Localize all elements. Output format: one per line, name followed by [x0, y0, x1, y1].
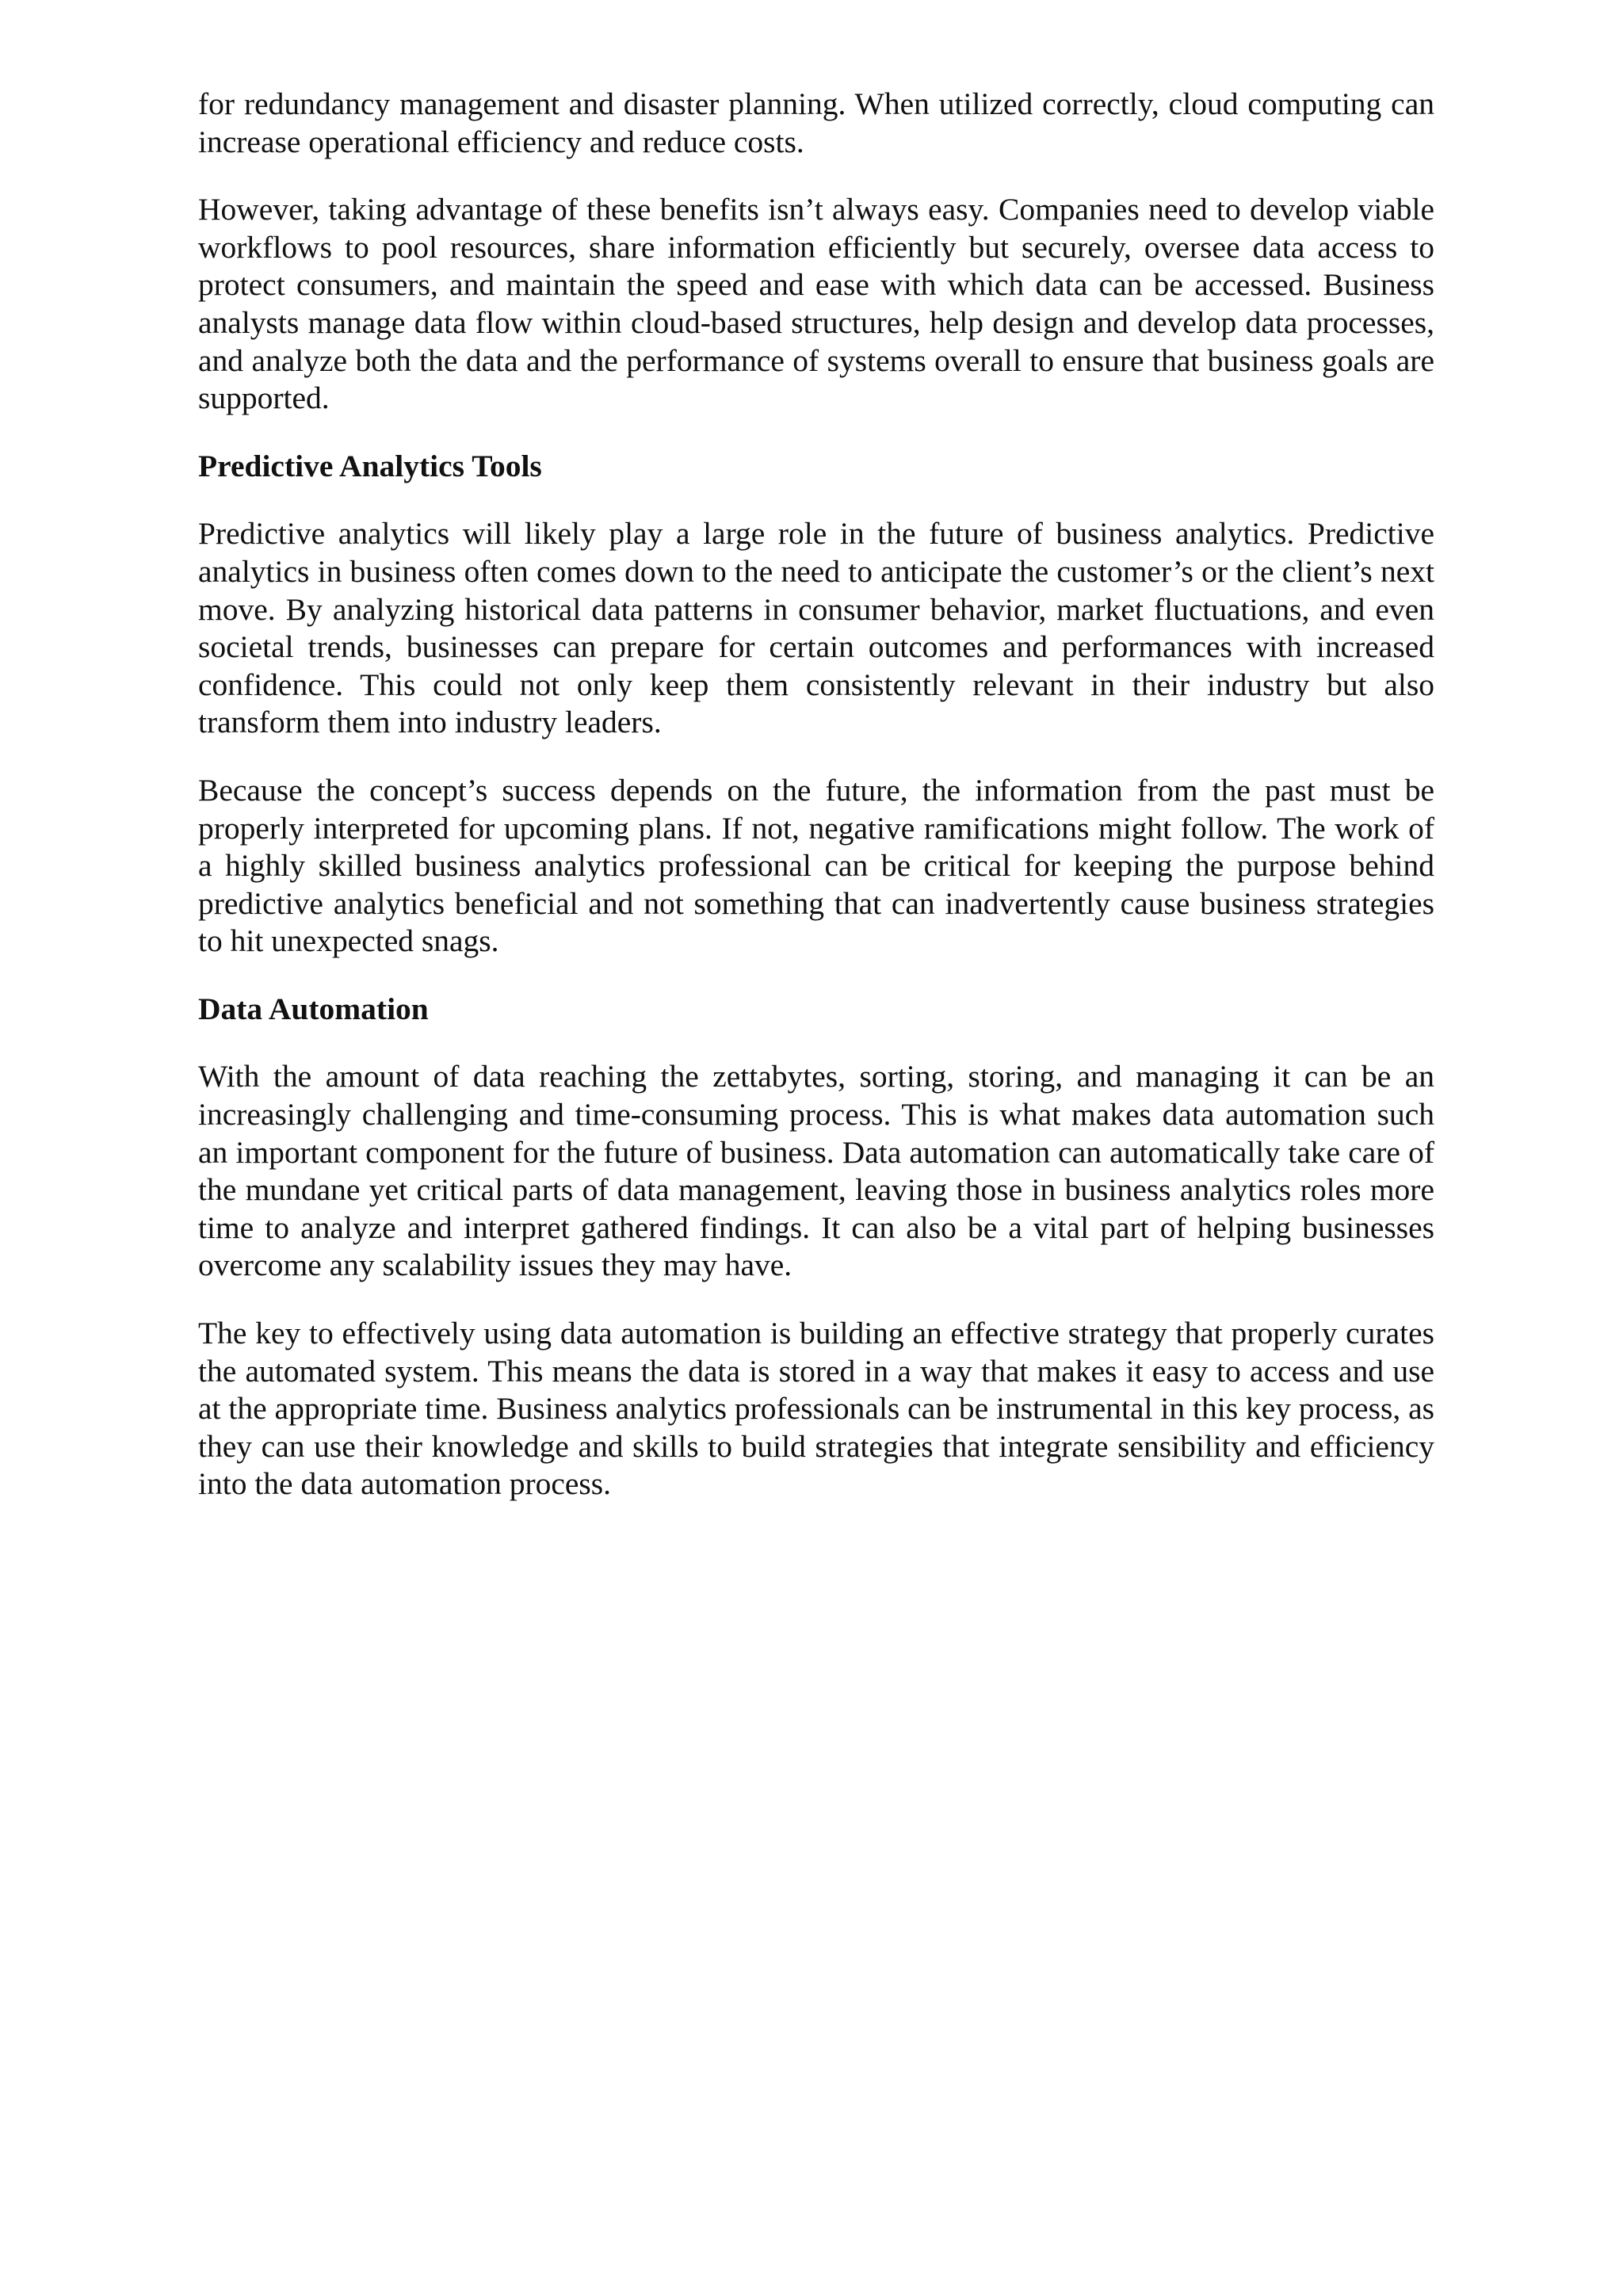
intro-continuation-paragraph: for redundancy management and disaster planning. When utilized correctly, cloud computing can increase operational efficiency and reduce costs.: [198, 86, 1434, 159]
predictive-analytics-paragraph-2: Because the concept’s success depends on the future, the information from the past must be properly interpreted for upcoming plans. If not, negative ramifications might follow. The work of a highly skilled business analytics professional can be critical for keeping the purpose behind predictive analytics beneficial and not something that can inadvertently cause business strategies to hit unexpected snags.: [198, 772, 1434, 959]
document-page: [198, 86, 1434, 1534]
predictive-analytics-paragraph-1: Predictive analytics will likely play a large role in the future of business analytics. Predictive analytics in business often comes down to the need to anticipate the customer’s or the client’s next move. By analyzing historical data patterns in consumer behavior, market fluctuations, and even societal trends, businesses can prepare for certain outcomes and performances with increased confidence. This could not only keep them consistently relevant in their industry but also transform them into industry leaders.: [198, 516, 1434, 740]
data-automation-heading: Data Automation: [198, 991, 429, 1026]
data-automation-paragraph-1: With the amount of data reaching the zettabytes, sorting, storing, and managing it can be an increasingly challenging and time-consuming process. This is what makes data automation such an important component for the future of business. Data automation can automatically take care of the mundane yet critical parts of data management, leaving those in business analytics roles more time to analyze and interpret gathered findings. It can also be a vital part of helping businesses overcome any scalability issues they may have.: [198, 1059, 1434, 1283]
predictive-analytics-heading: Predictive Analytics Tools: [198, 448, 542, 483]
data-automation-paragraph-2: The key to effectively using data automation is building an effective strategy that properly curates the automated system. This means the data is stored in a way that makes it easy to access and use at the appropriate time. Business analytics professionals can be instrumental in this key process, as they can use their knowledge and skills to build strategies that integrate sensibility and efficiency into the data automation process.: [198, 1316, 1434, 1502]
cloud-benefits-paragraph: However, taking advantage of these benefits isn’t always easy. Companies need to develop viable workflows to pool resources, share information efficiently but securely, oversee data access to protect consumers, and maintain the speed and ease with which data can be accessed. Business analysts manage data flow within cloud-based structures, help design and develop data processes, and analyze both the data and the performance of systems overall to ensure that business goals are supported.: [198, 192, 1434, 416]
